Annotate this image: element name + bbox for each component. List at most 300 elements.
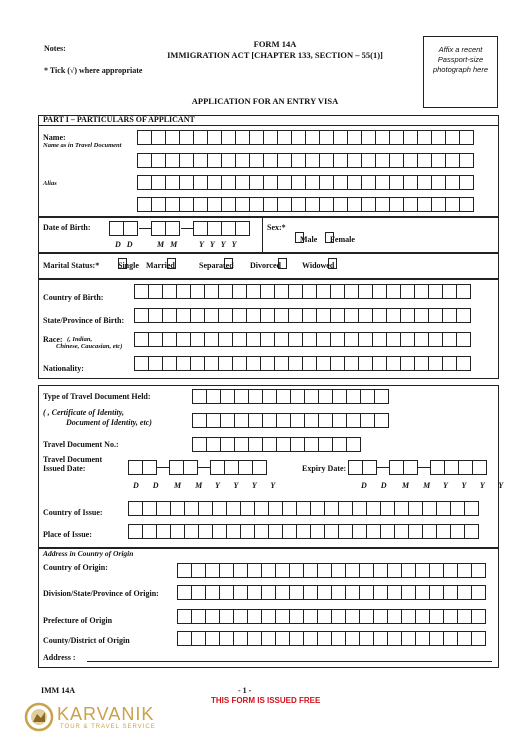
char-box[interactable] xyxy=(246,308,261,323)
char-box[interactable] xyxy=(414,356,429,371)
char-box[interactable] xyxy=(338,501,353,516)
char-box[interactable] xyxy=(305,153,320,168)
char-box[interactable] xyxy=(319,130,334,145)
char-box[interactable] xyxy=(218,332,233,347)
char-box[interactable] xyxy=(207,197,222,212)
char-box[interactable] xyxy=(302,308,317,323)
name-boxes-2[interactable] xyxy=(137,153,474,168)
char-box[interactable] xyxy=(176,308,191,323)
char-box[interactable] xyxy=(192,413,207,428)
char-box[interactable] xyxy=(316,308,331,323)
char-box[interactable] xyxy=(457,631,472,646)
char-box[interactable] xyxy=(387,609,402,624)
char-box[interactable] xyxy=(277,197,292,212)
char-box[interactable] xyxy=(464,501,479,516)
char-box[interactable] xyxy=(374,389,389,404)
char-box[interactable] xyxy=(247,563,262,578)
char-box[interactable] xyxy=(428,284,443,299)
char-box[interactable] xyxy=(389,153,404,168)
char-box[interactable] xyxy=(316,356,331,371)
char-box[interactable] xyxy=(442,356,457,371)
char-box[interactable] xyxy=(374,413,389,428)
char-box[interactable] xyxy=(347,153,362,168)
char-box[interactable] xyxy=(204,332,219,347)
char-box[interactable] xyxy=(459,197,474,212)
char-box[interactable] xyxy=(358,308,373,323)
char-box[interactable] xyxy=(204,356,219,371)
char-box[interactable] xyxy=(247,585,262,600)
char-box[interactable] xyxy=(268,524,283,539)
char-box[interactable] xyxy=(290,437,305,452)
state-birth-boxes[interactable] xyxy=(134,308,471,323)
char-box[interactable] xyxy=(352,524,367,539)
char-box[interactable] xyxy=(417,175,432,190)
char-box[interactable] xyxy=(232,356,247,371)
char-box[interactable] xyxy=(288,332,303,347)
char-box[interactable] xyxy=(248,413,263,428)
char-box[interactable] xyxy=(415,609,430,624)
char-box[interactable] xyxy=(450,524,465,539)
char-box[interactable] xyxy=(443,609,458,624)
char-box[interactable] xyxy=(142,524,157,539)
char-box[interactable] xyxy=(232,308,247,323)
char-box[interactable] xyxy=(303,563,318,578)
char-box[interactable] xyxy=(380,524,395,539)
char-box[interactable] xyxy=(361,197,376,212)
char-box[interactable] xyxy=(248,389,263,404)
char-box[interactable] xyxy=(151,175,166,190)
char-box[interactable] xyxy=(170,524,185,539)
char-box[interactable] xyxy=(282,501,297,516)
char-box[interactable] xyxy=(428,356,443,371)
char-box[interactable] xyxy=(436,524,451,539)
char-box[interactable] xyxy=(375,153,390,168)
char-box[interactable] xyxy=(156,501,171,516)
char-box[interactable] xyxy=(263,130,278,145)
char-box[interactable] xyxy=(331,585,346,600)
char-box[interactable] xyxy=(389,460,404,475)
char-box[interactable] xyxy=(233,631,248,646)
char-box[interactable] xyxy=(247,631,262,646)
char-box[interactable] xyxy=(276,437,291,452)
char-box[interactable] xyxy=(238,460,253,475)
char-box[interactable] xyxy=(289,563,304,578)
char-box[interactable] xyxy=(348,460,363,475)
char-box[interactable] xyxy=(262,389,277,404)
char-box[interactable] xyxy=(219,609,234,624)
char-box[interactable] xyxy=(177,609,192,624)
char-box[interactable] xyxy=(305,175,320,190)
char-box[interactable] xyxy=(288,356,303,371)
char-box[interactable] xyxy=(359,563,374,578)
char-box[interactable] xyxy=(471,631,486,646)
char-box[interactable] xyxy=(318,413,333,428)
char-box[interactable] xyxy=(375,130,390,145)
char-box[interactable] xyxy=(352,501,367,516)
char-box[interactable] xyxy=(428,308,443,323)
char-box[interactable] xyxy=(254,501,269,516)
char-box[interactable] xyxy=(471,585,486,600)
char-box[interactable] xyxy=(304,413,319,428)
char-box[interactable] xyxy=(193,197,208,212)
char-box[interactable] xyxy=(289,631,304,646)
char-box[interactable] xyxy=(296,501,311,516)
char-box[interactable] xyxy=(240,524,255,539)
origin-division-boxes[interactable] xyxy=(177,585,486,600)
char-box[interactable] xyxy=(207,153,222,168)
char-box[interactable] xyxy=(263,197,278,212)
origin-county-boxes[interactable] xyxy=(177,631,486,646)
char-box[interactable] xyxy=(205,631,220,646)
char-box[interactable] xyxy=(372,356,387,371)
char-box[interactable] xyxy=(373,609,388,624)
char-box[interactable] xyxy=(179,197,194,212)
char-box[interactable] xyxy=(344,356,359,371)
char-box[interactable] xyxy=(274,284,289,299)
char-box[interactable] xyxy=(137,153,152,168)
country-birth-boxes[interactable] xyxy=(134,284,471,299)
char-box[interactable] xyxy=(450,501,465,516)
char-box[interactable] xyxy=(169,460,184,475)
char-box[interactable] xyxy=(471,563,486,578)
char-box[interactable] xyxy=(429,631,444,646)
char-box[interactable] xyxy=(333,153,348,168)
char-box[interactable] xyxy=(332,413,347,428)
char-box[interactable] xyxy=(442,332,457,347)
char-box[interactable] xyxy=(386,356,401,371)
char-box[interactable] xyxy=(289,609,304,624)
char-box[interactable] xyxy=(123,221,138,236)
char-box[interactable] xyxy=(260,332,275,347)
char-box[interactable] xyxy=(317,585,332,600)
char-box[interactable] xyxy=(177,585,192,600)
char-box[interactable] xyxy=(375,197,390,212)
char-box[interactable] xyxy=(408,501,423,516)
char-box[interactable] xyxy=(205,563,220,578)
char-box[interactable] xyxy=(422,524,437,539)
char-box[interactable] xyxy=(302,284,317,299)
char-box[interactable] xyxy=(282,524,297,539)
char-box[interactable] xyxy=(207,175,222,190)
char-box[interactable] xyxy=(403,197,418,212)
char-box[interactable] xyxy=(234,413,249,428)
char-box[interactable] xyxy=(151,130,166,145)
char-box[interactable] xyxy=(246,332,261,347)
char-box[interactable] xyxy=(401,563,416,578)
char-box[interactable] xyxy=(151,197,166,212)
char-box[interactable] xyxy=(277,153,292,168)
char-box[interactable] xyxy=(206,413,221,428)
char-box[interactable] xyxy=(389,130,404,145)
char-box[interactable] xyxy=(415,631,430,646)
char-box[interactable] xyxy=(372,332,387,347)
char-box[interactable] xyxy=(428,332,443,347)
char-box[interactable] xyxy=(177,631,192,646)
char-box[interactable] xyxy=(330,332,345,347)
char-box[interactable] xyxy=(361,130,376,145)
char-box[interactable] xyxy=(212,501,227,516)
char-box[interactable] xyxy=(417,153,432,168)
char-box[interactable] xyxy=(429,563,444,578)
char-box[interactable] xyxy=(347,130,362,145)
char-box[interactable] xyxy=(148,332,163,347)
char-box[interactable] xyxy=(332,389,347,404)
char-box[interactable] xyxy=(445,197,460,212)
char-box[interactable] xyxy=(317,609,332,624)
char-box[interactable] xyxy=(291,197,306,212)
char-box[interactable] xyxy=(386,332,401,347)
nationality-boxes[interactable] xyxy=(134,356,471,371)
char-box[interactable] xyxy=(347,197,362,212)
char-box[interactable] xyxy=(247,609,262,624)
char-box[interactable] xyxy=(234,437,249,452)
char-box[interactable] xyxy=(263,153,278,168)
char-box[interactable] xyxy=(400,284,415,299)
char-box[interactable] xyxy=(289,585,304,600)
char-box[interactable] xyxy=(331,609,346,624)
char-box[interactable] xyxy=(291,130,306,145)
char-box[interactable] xyxy=(401,631,416,646)
char-box[interactable] xyxy=(442,284,457,299)
char-box[interactable] xyxy=(184,524,199,539)
char-box[interactable] xyxy=(198,501,213,516)
char-box[interactable] xyxy=(235,175,250,190)
char-box[interactable] xyxy=(394,524,409,539)
char-box[interactable] xyxy=(408,524,423,539)
char-box[interactable] xyxy=(429,609,444,624)
char-box[interactable] xyxy=(459,175,474,190)
dob-day-boxes[interactable] xyxy=(109,221,138,236)
char-box[interactable] xyxy=(183,460,198,475)
char-box[interactable] xyxy=(344,284,359,299)
char-box[interactable] xyxy=(235,221,250,236)
doc-type-boxes-1[interactable] xyxy=(192,389,389,404)
char-box[interactable] xyxy=(471,609,486,624)
char-box[interactable] xyxy=(235,130,250,145)
char-box[interactable] xyxy=(184,501,199,516)
char-box[interactable] xyxy=(191,585,206,600)
char-box[interactable] xyxy=(221,197,236,212)
char-box[interactable] xyxy=(456,356,471,371)
char-box[interactable] xyxy=(324,524,339,539)
char-box[interactable] xyxy=(361,175,376,190)
char-box[interactable] xyxy=(191,609,206,624)
char-box[interactable] xyxy=(277,175,292,190)
char-box[interactable] xyxy=(459,153,474,168)
char-box[interactable] xyxy=(359,609,374,624)
char-box[interactable] xyxy=(317,563,332,578)
char-box[interactable] xyxy=(415,563,430,578)
char-box[interactable] xyxy=(394,501,409,516)
char-box[interactable] xyxy=(249,175,264,190)
char-box[interactable] xyxy=(162,332,177,347)
char-box[interactable] xyxy=(165,221,180,236)
char-box[interactable] xyxy=(372,308,387,323)
char-box[interactable] xyxy=(443,585,458,600)
char-box[interactable] xyxy=(417,197,432,212)
char-box[interactable] xyxy=(207,221,222,236)
char-box[interactable] xyxy=(318,437,333,452)
char-box[interactable] xyxy=(359,585,374,600)
char-box[interactable] xyxy=(176,332,191,347)
char-box[interactable] xyxy=(191,631,206,646)
char-box[interactable] xyxy=(263,175,278,190)
char-box[interactable] xyxy=(218,308,233,323)
char-box[interactable] xyxy=(165,197,180,212)
char-box[interactable] xyxy=(137,130,152,145)
char-box[interactable] xyxy=(458,460,473,475)
char-box[interactable] xyxy=(296,524,311,539)
char-box[interactable] xyxy=(445,153,460,168)
char-box[interactable] xyxy=(457,609,472,624)
char-box[interactable] xyxy=(148,356,163,371)
char-box[interactable] xyxy=(360,413,375,428)
char-box[interactable] xyxy=(316,284,331,299)
char-box[interactable] xyxy=(192,389,207,404)
char-box[interactable] xyxy=(128,524,143,539)
char-box[interactable] xyxy=(226,501,241,516)
doc-no-boxes[interactable] xyxy=(192,437,361,452)
char-box[interactable] xyxy=(431,175,446,190)
char-box[interactable] xyxy=(436,501,451,516)
char-box[interactable] xyxy=(456,308,471,323)
char-box[interactable] xyxy=(401,609,416,624)
char-box[interactable] xyxy=(291,175,306,190)
char-box[interactable] xyxy=(246,356,261,371)
char-box[interactable] xyxy=(380,501,395,516)
char-box[interactable] xyxy=(305,197,320,212)
char-box[interactable] xyxy=(162,308,177,323)
char-box[interactable] xyxy=(331,631,346,646)
char-box[interactable] xyxy=(232,332,247,347)
alias-boxes-2[interactable] xyxy=(137,197,474,212)
char-box[interactable] xyxy=(345,609,360,624)
char-box[interactable] xyxy=(261,609,276,624)
char-box[interactable] xyxy=(248,437,263,452)
origin-prefecture-boxes[interactable] xyxy=(177,609,486,624)
char-box[interactable] xyxy=(198,524,213,539)
char-box[interactable] xyxy=(176,284,191,299)
char-box[interactable] xyxy=(249,153,264,168)
char-box[interactable] xyxy=(190,356,205,371)
char-box[interactable] xyxy=(319,153,334,168)
char-box[interactable] xyxy=(261,585,276,600)
char-box[interactable] xyxy=(261,563,276,578)
char-box[interactable] xyxy=(359,631,374,646)
char-box[interactable] xyxy=(204,308,219,323)
char-box[interactable] xyxy=(415,585,430,600)
char-box[interactable] xyxy=(302,356,317,371)
char-box[interactable] xyxy=(431,197,446,212)
char-box[interactable] xyxy=(137,197,152,212)
char-box[interactable] xyxy=(366,524,381,539)
char-box[interactable] xyxy=(190,284,205,299)
char-box[interactable] xyxy=(333,197,348,212)
char-box[interactable] xyxy=(316,332,331,347)
char-box[interactable] xyxy=(246,284,261,299)
char-box[interactable] xyxy=(275,609,290,624)
char-box[interactable] xyxy=(431,130,446,145)
char-box[interactable] xyxy=(134,308,149,323)
country-issue-boxes[interactable] xyxy=(128,501,479,516)
char-box[interactable] xyxy=(330,308,345,323)
char-box[interactable] xyxy=(262,413,277,428)
char-box[interactable] xyxy=(207,130,222,145)
char-box[interactable] xyxy=(373,585,388,600)
char-box[interactable] xyxy=(219,631,234,646)
char-box[interactable] xyxy=(305,130,320,145)
char-box[interactable] xyxy=(366,501,381,516)
char-box[interactable] xyxy=(400,308,415,323)
char-box[interactable] xyxy=(444,460,459,475)
char-box[interactable] xyxy=(262,437,277,452)
char-box[interactable] xyxy=(387,585,402,600)
char-box[interactable] xyxy=(358,356,373,371)
char-box[interactable] xyxy=(221,221,236,236)
char-box[interactable] xyxy=(333,175,348,190)
char-box[interactable] xyxy=(358,332,373,347)
char-box[interactable] xyxy=(142,460,157,475)
char-box[interactable] xyxy=(358,284,373,299)
char-box[interactable] xyxy=(162,356,177,371)
issued-year-boxes[interactable] xyxy=(210,460,267,475)
char-box[interactable] xyxy=(151,153,166,168)
char-box[interactable] xyxy=(290,413,305,428)
char-box[interactable] xyxy=(403,153,418,168)
alias-boxes-1[interactable] xyxy=(137,175,474,190)
char-box[interactable] xyxy=(268,501,283,516)
char-box[interactable] xyxy=(422,501,437,516)
char-box[interactable] xyxy=(456,284,471,299)
char-box[interactable] xyxy=(443,563,458,578)
char-box[interactable] xyxy=(302,332,317,347)
char-box[interactable] xyxy=(443,631,458,646)
place-issue-boxes[interactable] xyxy=(128,524,479,539)
char-box[interactable] xyxy=(360,389,375,404)
char-box[interactable] xyxy=(260,356,275,371)
char-box[interactable] xyxy=(221,130,236,145)
char-box[interactable] xyxy=(304,389,319,404)
char-box[interactable] xyxy=(137,175,152,190)
char-box[interactable] xyxy=(303,609,318,624)
char-box[interactable] xyxy=(206,437,221,452)
race-boxes[interactable] xyxy=(134,332,471,347)
char-box[interactable] xyxy=(151,221,166,236)
char-box[interactable] xyxy=(431,153,446,168)
char-box[interactable] xyxy=(193,221,208,236)
char-box[interactable] xyxy=(346,437,361,452)
char-box[interactable] xyxy=(274,308,289,323)
char-box[interactable] xyxy=(303,631,318,646)
char-box[interactable] xyxy=(219,585,234,600)
char-box[interactable] xyxy=(372,284,387,299)
char-box[interactable] xyxy=(221,153,236,168)
char-box[interactable] xyxy=(170,501,185,516)
char-box[interactable] xyxy=(190,332,205,347)
char-box[interactable] xyxy=(224,460,239,475)
char-box[interactable] xyxy=(212,524,227,539)
char-box[interactable] xyxy=(190,308,205,323)
char-box[interactable] xyxy=(260,284,275,299)
char-box[interactable] xyxy=(205,585,220,600)
name-boxes-1[interactable] xyxy=(137,130,474,145)
char-box[interactable] xyxy=(192,437,207,452)
char-box[interactable] xyxy=(414,332,429,347)
char-box[interactable] xyxy=(249,197,264,212)
char-box[interactable] xyxy=(276,413,291,428)
char-box[interactable] xyxy=(233,585,248,600)
char-box[interactable] xyxy=(389,175,404,190)
